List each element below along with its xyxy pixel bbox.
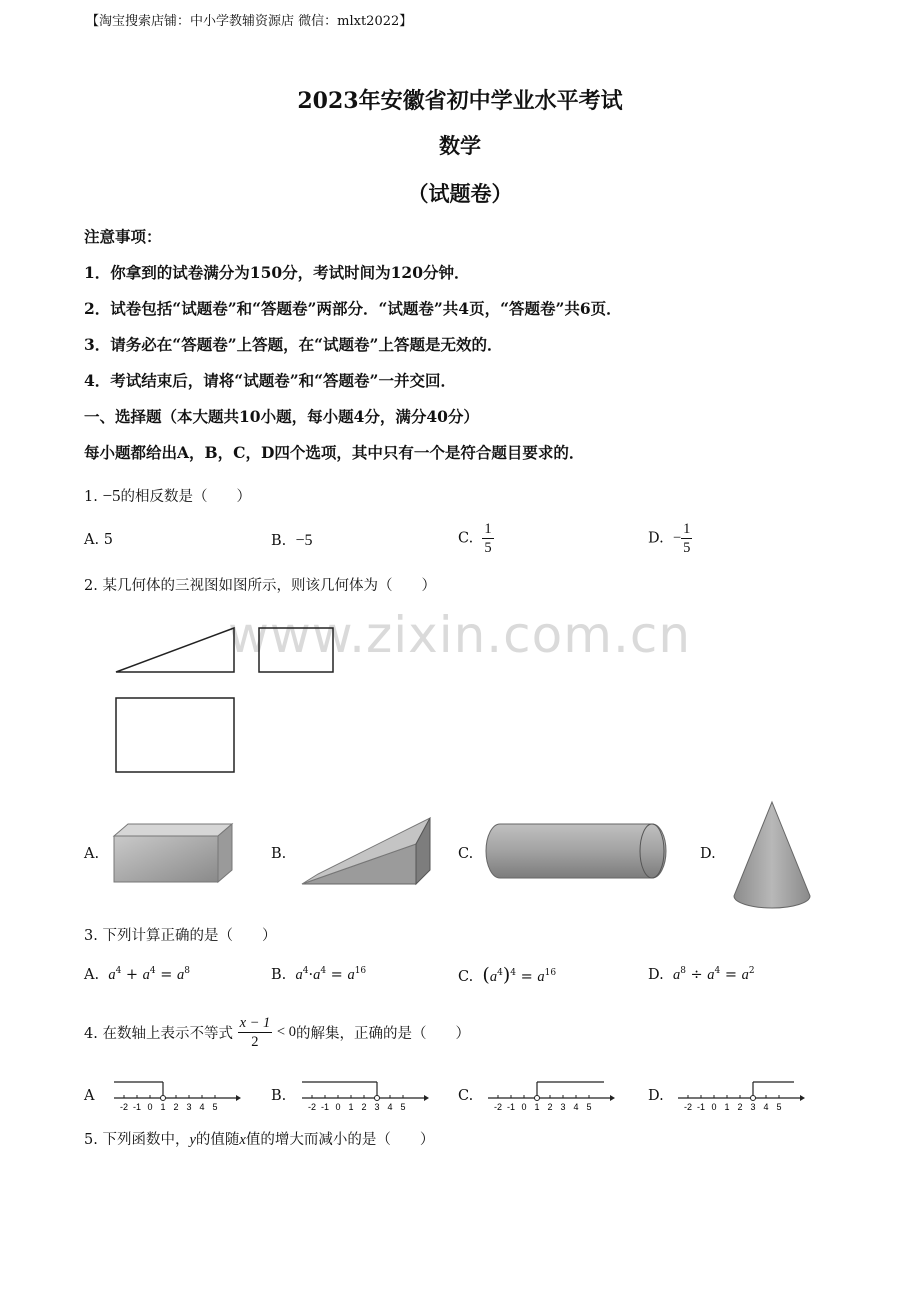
- question-3-stem: 3. 下列计算正确的是（ ）: [84, 928, 277, 944]
- q1-option-d: D. − $\frac{1}{5}$: [648, 521, 691, 556]
- axis-arrow: [424, 1095, 429, 1101]
- notice-item-1: 1．你拿到的试卷满分为150分，考试时间为120分钟．: [84, 263, 470, 282]
- section1-instruction: 每小题都给出A，B，C，D四个选项，其中只有一个是符合题目要求的．: [84, 443, 585, 462]
- question-5-stem: 5. 下列函数中，y的值随x值的增大而减小的是（ ）: [84, 1132, 435, 1148]
- tick-label: 2: [547, 1102, 553, 1112]
- tick-label: 1: [534, 1102, 540, 1112]
- tick-label: -2: [683, 1102, 693, 1112]
- q1-d-fraction: $\frac{1}{5}$: [683, 521, 691, 556]
- tick-label: 3: [750, 1102, 756, 1112]
- open-circle-point: [375, 1096, 380, 1101]
- q3-option-d: D. $a^8 \div a^4 = a^2$: [648, 966, 755, 983]
- tick-label: -1: [506, 1102, 516, 1112]
- tick-label: 4: [573, 1102, 579, 1112]
- tick-label: 2: [361, 1102, 367, 1112]
- tick-label: -1: [132, 1102, 142, 1112]
- q4-option-a-label: A: [84, 1088, 95, 1104]
- tick-label: 5: [776, 1102, 782, 1112]
- open-circle-point: [751, 1096, 756, 1101]
- watermark: www.zixin.com.cn: [228, 606, 692, 664]
- tick-label: 4: [199, 1102, 205, 1112]
- tick-label: 0: [521, 1102, 527, 1112]
- question-4-stem: 4. 在数轴上表示不等式 $\frac{x - 1}{2}$ < 0的解集，正确的是（ ）: [84, 1015, 470, 1050]
- open-circle-point: [535, 1096, 540, 1101]
- q1-number: 1.: [84, 489, 103, 505]
- q1-expression: −5: [102, 486, 121, 505]
- cone-icon: [728, 798, 814, 914]
- number-line-b: [300, 1076, 430, 1116]
- q1-c-fraction: $\frac{1}{5}$: [484, 521, 492, 556]
- q3-option-b: B. $a^4\cdot a^4 = a^{16}$: [271, 966, 367, 983]
- q4-option-b-label: B.: [271, 1088, 287, 1104]
- three-view-drawing: [110, 620, 340, 780]
- tick-label: 2: [173, 1102, 179, 1112]
- front-view-triangle: [116, 628, 234, 672]
- question-1-stem: [84, 485, 251, 506]
- question-2-stem: 2. 某几何体的三视图如图所示，则该几何体为（ ）: [84, 578, 436, 594]
- tick-label: 4: [387, 1102, 393, 1112]
- tick-label: 1: [160, 1102, 166, 1112]
- q3-option-c: C. $(a^4)^4 = a^{16}$: [458, 964, 557, 986]
- tick-label: 3: [560, 1102, 566, 1112]
- tick-label: -2: [307, 1102, 317, 1112]
- tick-label: 3: [186, 1102, 192, 1112]
- number-line-c: [486, 1076, 616, 1116]
- tick-label: 5: [586, 1102, 592, 1112]
- top-view-rectangle: [116, 698, 234, 772]
- tick-label: -1: [696, 1102, 706, 1112]
- open-circle-point: [161, 1096, 166, 1101]
- q4-option-c-label: C.: [458, 1088, 474, 1104]
- tick-label: 3: [374, 1102, 380, 1112]
- notice-item-3: 3．请务必在“答题卷”上答题，在“试题卷”上答题是无效的．: [84, 335, 503, 354]
- header-shop-note: 【淘宝搜索店铺：中小学教辅资源店 微信：mlxt2022】: [86, 14, 413, 29]
- tick-label: -2: [119, 1102, 129, 1112]
- q4-inequality-fraction: $\frac{x - 1}{2}$: [239, 1015, 271, 1050]
- q2-option-d-label: D.: [700, 846, 716, 862]
- tick-label: 2: [737, 1102, 743, 1112]
- paper-type-title: （试题卷）: [407, 181, 513, 206]
- axis-arrow: [610, 1095, 615, 1101]
- section1-heading: 一、选择题（本大题共10小题，每小题4分，满分40分）: [84, 407, 479, 426]
- q2-option-c-label: C.: [458, 846, 474, 862]
- tick-label: 5: [400, 1102, 406, 1112]
- q1-option-a: A. 5: [84, 532, 113, 548]
- tick-label: 0: [147, 1102, 153, 1112]
- number-line-a: [112, 1076, 242, 1116]
- axis-arrow: [800, 1095, 805, 1101]
- q1-text: 的相反数是（ ）: [120, 489, 252, 505]
- notice-item-4: 4．考试结束后，请将“试题卷”和“答题卷”一并交回．: [84, 371, 456, 390]
- tick-label: -1: [320, 1102, 330, 1112]
- cuboid-icon: [108, 820, 238, 886]
- exam-title: 2023年安徽省初中学业水平考试: [297, 88, 623, 114]
- q1-option-b: B. −5: [271, 532, 313, 549]
- q3-option-a: A. $a^4 + a^4 = a^8$: [84, 966, 191, 983]
- tick-label: -2: [493, 1102, 503, 1112]
- tick-label: 1: [348, 1102, 354, 1112]
- q4-option-d-label: D.: [648, 1088, 664, 1104]
- side-view-rectangle: [259, 628, 333, 672]
- tick-label: 0: [711, 1102, 717, 1112]
- number-line-d: [676, 1076, 806, 1116]
- axis-arrow: [236, 1095, 241, 1101]
- tick-label: 1: [724, 1102, 730, 1112]
- notice-item-2: 2．试卷包括“试题卷”和“答题卷”两部分．“试题卷”共4页，“答题卷”共6页．: [84, 299, 622, 318]
- notice-heading: 注意事项：: [84, 227, 162, 246]
- q2-option-a-label: A.: [84, 846, 100, 862]
- q2-option-b-label: B.: [271, 846, 287, 862]
- tick-label: 0: [335, 1102, 341, 1112]
- tick-label: 4: [763, 1102, 769, 1112]
- tick-label: 5: [212, 1102, 218, 1112]
- subject-title: 数学: [439, 133, 481, 158]
- cylinder-icon: [484, 820, 670, 882]
- q1-option-c: C. $\frac{1}{5}$: [458, 521, 492, 556]
- triangular-prism-icon: [298, 814, 440, 888]
